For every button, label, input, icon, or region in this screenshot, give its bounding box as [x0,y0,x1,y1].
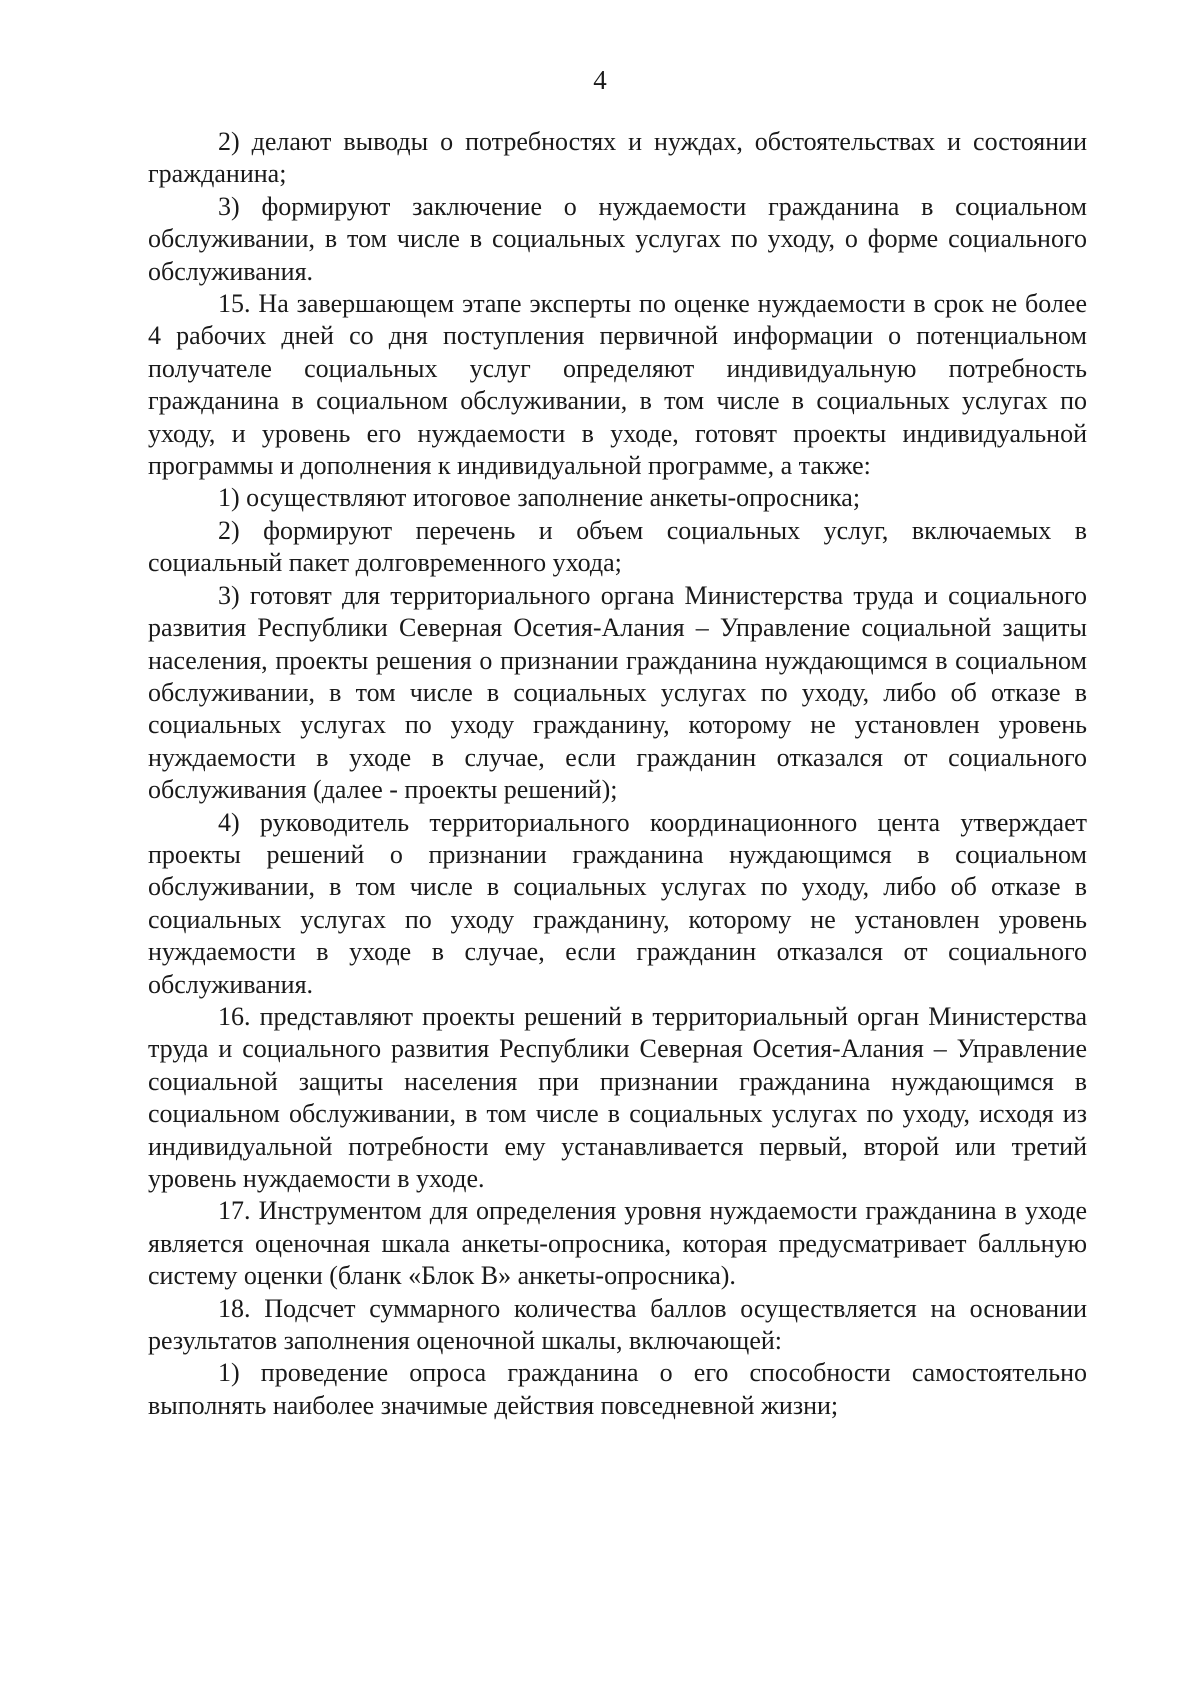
paragraph: 3) формируют заключение о нуждаемости гражданина в социальном обслуживании, в том числе в социальных услугах по уходу, о форме социального обслуживания. [148,191,1087,286]
paragraph: 16. представляют проекты решений в территориальный орган Министерства труда и социального развития Республики Северная Осетия-Алания – Управление социальной защиты населения при признании гражданина нуждающимся в социальном обслуживании, в том числе в социальных услугах по уходу, исходя из индивидуальной потребности ему устанавливается первый, второй или третий уровень нуждаемости в уходе. [148,1001,1087,1193]
page-number: 4 [593,65,607,95]
paragraph: 3) готовят для территориального органа Министерства труда и социального развития Республики Северная Осетия-Алания – Управление социальной защиты населения, проекты решения о признании гражданина нуждающимся в социальном обслуживании, в том числе в социальных услугах по уходу, либо об отказе в социальных услугах по уходу гражданину, которому не установлен уровень нуждаемости в уходе в случае, если гражданин отказался от социального обслуживания (далее - проекты решений); [148,580,1087,805]
document-body [148,126,1087,1422]
paragraph: 1) осуществляют итоговое заполнение анкеты-опросника; [218,483,861,513]
paragraph: 2) формируют перечень и объем социальных услуг, включаемых в социальный пакет долговременного ухода; [148,515,1087,578]
paragraph: 18. Подсчет суммарного количества баллов осуществляется на основании результатов заполнения оценочной шкалы, включающей: [148,1293,1087,1356]
paragraph: 15. На завершающем этапе эксперты по оценке нуждаемости в срок не более 4 рабочих дней со дня поступления первичной информации о потенциальном получателе социальных услуг определяют индивидуальную потребность гражданина в социальном обслуживании, в том числе в социальных услугах по уходу, и уровень его нуждаемости в уходе, готовят проекты индивидуальной программы и дополнения к индивидуальной программе, а также: [148,289,1087,481]
paragraph: 2) делают выводы о потребностях и нуждах, обстоятельствах и состоянии гражданина; [148,127,1087,189]
paragraph: 4) руководитель территориального координационного цента утверждает проекты решений о признании гражданина нуждающимся в социальном обслуживании, в том числе в социальных услугах по уходу, либо об отказе в социальных услугах по уходу гражданину, которому не установлен уровень нуждаемости в уходе в случае, если гражданин отказался от социального обслуживания. [148,807,1087,999]
paragraph: 1) проведение опроса гражданина о его способности самостоятельно выполнять наиболее значимые действия повседневной жизни; [148,1358,1087,1420]
paragraph: 17. Инструментом для определения уровня нуждаемости гражданина в уходе является оценочная шкала анкеты-опросника, которая предусматривает балльную систему оценки (бланк «Блок В» анкеты-опросника). [148,1196,1087,1291]
